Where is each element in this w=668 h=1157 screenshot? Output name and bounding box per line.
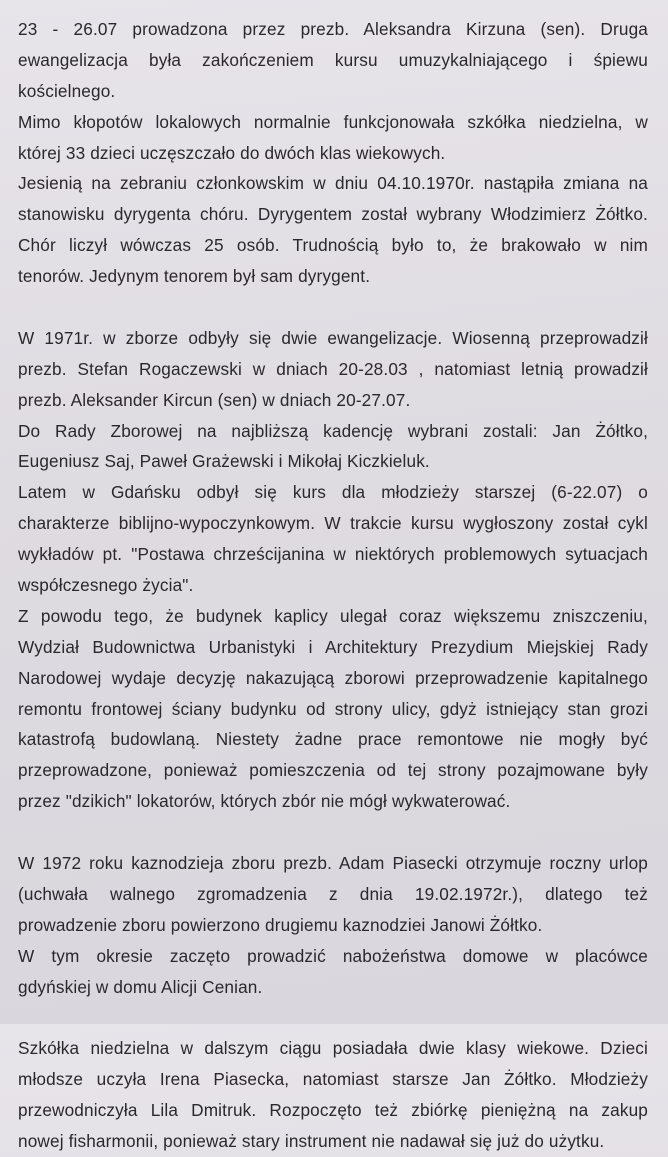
text-line: 23 - 26.07 prowadzona przez prezb. Aleksandra Kirzuna (sen). Druga xyxy=(18,19,648,39)
text-line: gdyńskiej w domu Alicji Cenian. xyxy=(18,976,263,997)
paragraph-spacer xyxy=(18,1003,648,1034)
text-line: remontu frontowej ściany budynku od strony ulicy, gdyż istniejący stan grozi xyxy=(18,698,648,719)
text-line: kościelnego. xyxy=(18,80,116,101)
text-line: tenorów. Jedynym tenorem był sam dyrygent. xyxy=(18,266,371,287)
text-line: ewangelizacja była zakończeniem kursu umuzykalniającego i śpiewu xyxy=(18,49,648,70)
paragraph xyxy=(18,848,648,941)
paragraph xyxy=(18,168,648,292)
text-line: Do Rady Zborowej na najbliższą kadencję wybrani zostali: Jan Żółtko, xyxy=(18,420,648,441)
text-line: której 33 dzieci uczęszczało do dwóch klas wiekowych. xyxy=(18,142,446,163)
paragraph xyxy=(18,941,648,1003)
text-line: Chór liczył wówczas 25 osób. Trudnością było to, że brakowało w nim xyxy=(18,235,648,256)
text-line: przewodniczyła Lila Dmitruk. Rozpoczęto też zbiórkę pieniężną na zakup xyxy=(18,1100,648,1121)
text-line: prezb. Aleksander Kircun (sen) w dniach 20-27.07. xyxy=(18,389,411,410)
text-line: charakterze biblijno-wypoczynkowym. W trakcie kursu wygłoszony został cykl xyxy=(18,513,648,534)
text-line: Z powodu tego, że budynek kaplicy ulegał coraz większemu zniszczeniu, xyxy=(18,605,648,626)
text-line: przeprowadzone, ponieważ pomieszczenia od tej strony pozajmowane były xyxy=(18,760,648,781)
text-line: W tym okresie zaczęto prowadzić nabożeństwa domowe w placówce xyxy=(18,945,648,966)
text-line: stanowisku dyrygenta chóru. Dyrygentem został wybrany Włodzimierz Żółtko. xyxy=(18,204,648,225)
text-line: Latem w Gdańsku odbył się kurs dla młodzieży starszej (6-22.07) o xyxy=(18,482,648,503)
text-line: prezb. Stefan Rogaczewski w dniach 20-28.03 , natomiast letnią prowadził xyxy=(18,358,648,379)
text-line: nowej fisharmonii, ponieważ stary instrument nie nadawał się już do użytku. xyxy=(18,1131,605,1152)
text-line: Mimo kłopotów lokalowych normalnie funkcjonowała szkółka niedzielna, w xyxy=(18,111,648,132)
paragraph-spacer xyxy=(18,292,648,323)
paragraph xyxy=(18,107,648,169)
text-line: przez "dzikich" lokatorów, których zbór nie mógł wykwaterować. xyxy=(18,791,511,812)
paragraph xyxy=(18,14,648,107)
text-line: katastrofą budowlaną. Niestety żadne prace remontowe nie mogły być xyxy=(18,729,648,750)
text-line: wykładów pt. "Postawa chrześcijanina w niektórych problemowych sytuacjach xyxy=(18,544,648,565)
paragraph xyxy=(18,416,648,478)
paragraph-spacer xyxy=(18,817,648,848)
paragraph xyxy=(18,323,648,416)
text-line: W 1972 roku kaznodzieja zboru prezb. Adam Piasecki otrzymuje roczny urlop xyxy=(18,853,648,874)
paragraph xyxy=(18,477,648,601)
paragraph xyxy=(18,601,648,817)
text-line: Eugeniusz Saj, Paweł Grażewski i Mikołaj Kiczkieluk. xyxy=(18,451,430,472)
text-line: młodsze uczyła Irena Piasecka, natomiast starsze Jan Żółtko. Młodzieży xyxy=(18,1069,648,1090)
text-line: współczesnego życia". xyxy=(18,575,194,596)
text-line: (uchwała walnego zgromadzenia z dnia 19.02.1972r.), dlatego też xyxy=(18,883,648,904)
text-line: Wydział Budownictwa Urbanistyki i Architektury Prezydium Miejskiej Rady xyxy=(18,636,648,657)
paragraph xyxy=(18,1033,648,1157)
text-line: Szkółka niedzielna w dalszym ciągu posiadała dwie klasy wiekowe. Dzieci xyxy=(18,1038,648,1059)
text-line: W 1971r. w zborze odbyły się dwie ewangelizacje. Wiosenną przeprowadził xyxy=(18,327,648,348)
text-line: prowadzenie zboru powierzono drugiemu kaznodziei Janowi Żółtko. xyxy=(18,914,543,935)
text-line: Narodowej wydaje decyzję nakazującą zborowi przeprowadzenie kapitalnego xyxy=(18,667,648,688)
text-line: Jesienią na zebraniu członkowskim w dniu 04.10.1970r. nastąpiła zmiana na xyxy=(18,173,648,194)
